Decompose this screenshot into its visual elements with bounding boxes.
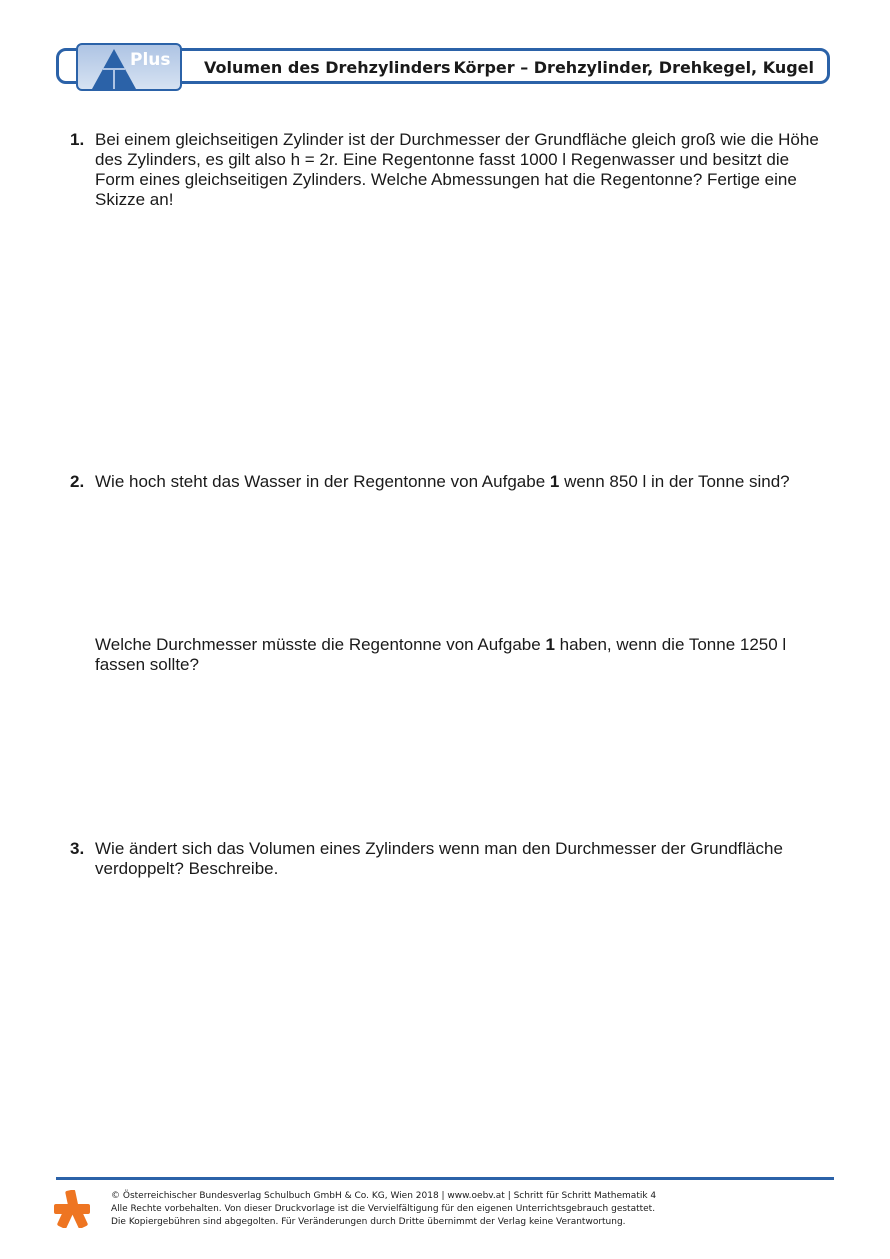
task-1-text: Bei einem gleichseitigen Zylinder ist der Durchmesser der Grundfläche gleich groß wie die Höhe des Zylinders, es gilt also h = 2r. Eine Regentonne fasst 1000 l Regenwasser und besitzt die Form eines gleichseitigen Zylinders. Welche Abmessungen hat die Regentonne? Fertige eine Skizze an! [95,130,819,209]
worksheet-title: Volumen des Drehzylinders [204,58,451,77]
publisher-logo-icon [54,1190,90,1228]
task-1-number: 1. [70,130,85,149]
task-2 [70,472,825,492]
task-reference: 1 [545,635,555,654]
task-2-text: Wie hoch steht das Wasser in der Regentonne von Aufgabe 1 wenn 850 l in der Tonne sind? [95,472,790,491]
task-2b [70,635,825,675]
task-reference: 1 [549,472,560,491]
plus-logo [76,43,182,91]
task-3 [70,839,825,879]
task-2-number: 2. [70,472,85,491]
footer-rule [56,1177,834,1180]
worksheet-topic: Körper – Drehzylinder, Drehkegel, Kugel [453,58,814,77]
task-2b-text: Welche Durchmesser müsste die Regentonne von Aufgabe 1 haben, wenn die Tonne 1250 l fassen sollte? [95,635,787,674]
task-3-text: Wie ändert sich das Volumen eines Zylinders wenn man den Durchmesser der Grundfläche verdoppelt? Beschreibe. [95,839,783,878]
logo-plus-label: Plus [130,50,171,70]
task-1 [70,130,825,210]
task-3-number: 3. [70,839,85,858]
copyright-notice: © Österreichischer Bundesverlag Schulbuch GmbH & Co. KG, Wien 2018 | www.oebv.at | Schritt für Schritt Mathematik 4 Alle Rechte vorbehalten. Von dieser Druckvorlage ist die Vervielfältigung für den eigenen Unterrichtsgebrauch gestattet. Die Kopiergebühren sind abgegolten. Für Veränderungen durch Dritte übernimmt der Verlag keine Verantwortung. [111,1191,657,1227]
